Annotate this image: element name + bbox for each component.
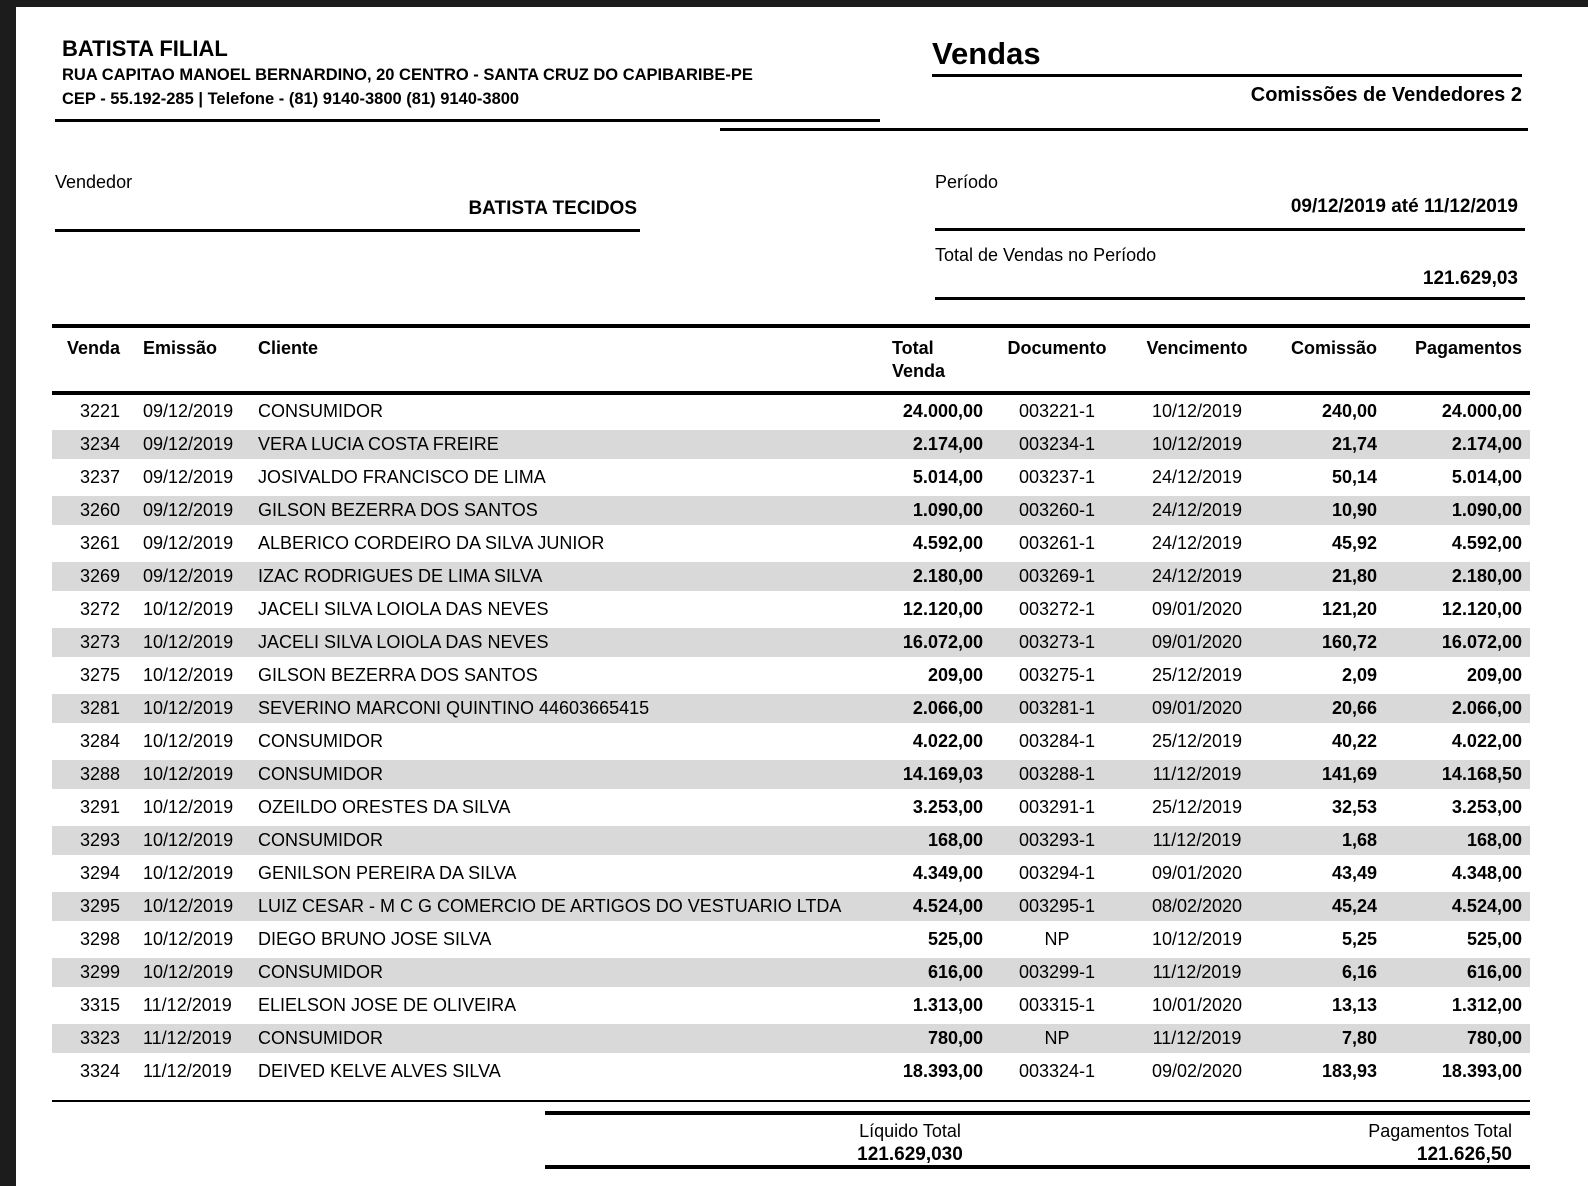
cell-emissao: 09/12/2019 [143, 566, 234, 586]
cell-comissao: 50,14 [1331, 467, 1377, 487]
cell-total-venda: 780,00 [927, 1028, 983, 1048]
table-row [52, 692, 1530, 725]
table-row [52, 758, 1530, 791]
cell-venda: 3299 [79, 962, 120, 982]
cell-cliente: ALBERICO CORDEIRO DA SILVA JUNIOR [258, 533, 605, 553]
cell-cliente: DIEGO BRUNO JOSE SILVA [258, 929, 492, 949]
table-header-total-line2: Venda [892, 361, 946, 381]
cell-pagamentos: 168,00 [1466, 830, 1522, 850]
cell-pagamentos: 209,00 [1466, 665, 1522, 685]
cell-vencimento: 10/01/2020 [1151, 995, 1243, 1015]
cell-total-venda: 3.253,00 [912, 797, 983, 817]
company-cep-phone: CEP - 55.192-285 | Telefone - (81) 9140-3800 (81) 9140-3800 [62, 90, 520, 108]
cell-emissao: 10/12/2019 [143, 665, 234, 685]
table-header-total-venda [892, 328, 987, 383]
cell-total-venda: 24.000,00 [902, 401, 983, 421]
cell-documento: NP [1044, 1028, 1070, 1048]
periodo-label: Período [935, 172, 999, 192]
cell-pagamentos: 5.014,00 [1451, 467, 1522, 487]
cell-documento: 003293-1 [1018, 830, 1096, 850]
cell-documento: 003275-1 [1018, 665, 1096, 685]
cell-venda: 3269 [79, 566, 120, 586]
cell-pagamentos: 4.524,00 [1451, 896, 1522, 916]
cell-total-venda: 2.180,00 [912, 566, 983, 586]
cell-comissao: 10,90 [1331, 500, 1377, 520]
cell-total-venda: 1.090,00 [912, 500, 983, 520]
cell-total-venda: 12.120,00 [902, 599, 983, 619]
cell-comissao: 20,66 [1331, 698, 1377, 718]
cell-documento: 003272-1 [1018, 599, 1096, 619]
cell-vencimento: 09/01/2020 [1151, 599, 1243, 619]
cell-cliente: CONSUMIDOR [258, 962, 383, 982]
cell-emissao: 10/12/2019 [143, 797, 234, 817]
cell-vencimento: 09/02/2020 [1151, 1061, 1243, 1081]
cell-comissao: 240,00 [1321, 401, 1377, 421]
table-header-comissao: Comissão [1290, 338, 1377, 358]
cell-cliente: IZAC RODRIGUES DE LIMA SILVA [258, 566, 543, 586]
cell-emissao: 09/12/2019 [143, 467, 234, 487]
cell-comissao: 21,74 [1331, 434, 1377, 454]
cell-cliente: JACELI SILVA LOIOLA DAS NEVES [258, 599, 549, 619]
cell-comissao: 121,20 [1321, 599, 1377, 619]
cell-cliente: CONSUMIDOR [258, 830, 383, 850]
cell-cliente: GENILSON PEREIRA DA SILVA [258, 863, 517, 883]
cell-pagamentos: 616,00 [1466, 962, 1522, 982]
cell-pagamentos: 4.348,00 [1451, 863, 1522, 883]
cell-documento: 003273-1 [1018, 632, 1096, 652]
cell-emissao: 10/12/2019 [143, 863, 234, 883]
total-vendas-label: Total de Vendas no Período [935, 245, 1157, 265]
pagamentos-total-block [1142, 1119, 1512, 1167]
table-header-total-line1: Total [892, 338, 934, 358]
cell-venda: 3315 [79, 995, 120, 1015]
cell-documento: 003221-1 [1018, 401, 1096, 421]
periodo-divider [935, 228, 1525, 231]
table-row [52, 791, 1530, 824]
table-row [52, 626, 1530, 659]
cell-comissao: 40,22 [1331, 731, 1377, 751]
cell-emissao: 09/12/2019 [143, 434, 234, 454]
table-row [52, 395, 1530, 428]
cell-venda: 3288 [79, 764, 120, 784]
cell-comissao: 2,09 [1341, 665, 1377, 685]
cell-pagamentos: 525,00 [1466, 929, 1522, 949]
cell-total-venda: 16.072,00 [902, 632, 983, 652]
cell-emissao: 10/12/2019 [143, 830, 234, 850]
cell-total-venda: 4.022,00 [912, 731, 983, 751]
cell-vencimento: 24/12/2019 [1151, 500, 1243, 520]
viewer-frame-left [0, 0, 16, 1186]
cell-venda: 3291 [79, 797, 120, 817]
cell-cliente: ELIELSON JOSE DE OLIVEIRA [258, 995, 517, 1015]
cell-comissao: 45,92 [1331, 533, 1377, 553]
cell-cliente: LUIZ CESAR - M C G COMERCIO DE ARTIGOS DO VESTUARIO LTDA [258, 896, 842, 916]
cell-comissao: 183,93 [1321, 1061, 1377, 1081]
report-title: Vendas [932, 36, 1041, 71]
cell-vencimento: 08/02/2020 [1151, 896, 1243, 916]
cell-emissao: 10/12/2019 [143, 929, 234, 949]
table-row [52, 461, 1530, 494]
cell-total-venda: 525,00 [927, 929, 983, 949]
report-title-divider [932, 74, 1522, 77]
cell-cliente: SEVERINO MARCONI QUINTINO 44603665415 [258, 698, 650, 718]
table-header-cliente: Cliente [258, 338, 319, 358]
cell-total-venda: 2.174,00 [912, 434, 983, 454]
cell-total-venda: 168,00 [927, 830, 983, 850]
cell-venda: 3221 [79, 401, 120, 421]
cell-venda: 3273 [79, 632, 120, 652]
cell-pagamentos: 14.168,50 [1441, 764, 1522, 784]
table-header-row [52, 324, 1530, 395]
table-header-emissao: Emissão [143, 338, 218, 358]
cell-documento: NP [1044, 929, 1070, 949]
cell-total-venda: 616,00 [927, 962, 983, 982]
cell-emissao: 10/12/2019 [143, 764, 234, 784]
cell-pagamentos: 16.072,00 [1441, 632, 1522, 652]
cell-pagamentos: 12.120,00 [1441, 599, 1522, 619]
table-header-pagamentos: Pagamentos [1414, 338, 1522, 358]
cell-cliente: JACELI SILVA LOIOLA DAS NEVES [258, 632, 549, 652]
cell-comissao: 13,13 [1331, 995, 1377, 1015]
cell-documento: 003294-1 [1018, 863, 1096, 883]
company-divider [55, 119, 880, 122]
viewer-frame-top [0, 0, 1588, 7]
cell-venda: 3293 [79, 830, 120, 850]
table-row [52, 857, 1530, 890]
cell-vencimento: 24/12/2019 [1151, 533, 1243, 553]
table-row [52, 659, 1530, 692]
table-body [52, 395, 1530, 1088]
cell-comissao: 21,80 [1331, 566, 1377, 586]
table-row [52, 956, 1530, 989]
cell-venda: 3323 [79, 1028, 120, 1048]
report-subtitle: Comissões de Vendedores 2 [1250, 84, 1522, 106]
table-row [52, 989, 1530, 1022]
cell-pagamentos: 18.393,00 [1441, 1061, 1522, 1081]
cell-comissao: 7,80 [1341, 1028, 1377, 1048]
cell-documento: 003299-1 [1018, 962, 1096, 982]
cell-vencimento: 11/12/2019 [1152, 830, 1242, 850]
cell-venda: 3261 [79, 533, 120, 553]
cell-vencimento: 09/01/2020 [1151, 863, 1243, 883]
cell-comissao: 43,49 [1331, 863, 1377, 883]
cell-vencimento: 09/01/2020 [1151, 698, 1243, 718]
cell-emissao: 10/12/2019 [143, 731, 234, 751]
cell-pagamentos: 2.174,00 [1451, 434, 1522, 454]
cell-total-venda: 209,00 [927, 665, 983, 685]
liquido-total-value: 121.629,030 [857, 1144, 963, 1165]
cell-pagamentos: 4.592,00 [1451, 533, 1522, 553]
cell-vencimento: 10/12/2019 [1151, 929, 1243, 949]
cell-total-venda: 1.313,00 [912, 995, 983, 1015]
cell-total-venda: 18.393,00 [902, 1061, 983, 1081]
vendedor-label: Vendedor [55, 172, 133, 192]
pagamentos-total-value: 121.626,50 [1416, 1144, 1512, 1165]
cell-cliente: OZEILDO ORESTES DA SILVA [258, 797, 511, 817]
cell-emissao: 11/12/2019 [143, 995, 232, 1015]
report-subtitle-divider [720, 128, 1528, 131]
total-vendas-value: 121.629,03 [1422, 268, 1518, 289]
cell-comissao: 141,69 [1321, 764, 1377, 784]
cell-pagamentos: 1.312,00 [1451, 995, 1522, 1015]
cell-vencimento: 09/01/2020 [1151, 632, 1243, 652]
cell-documento: 003288-1 [1018, 764, 1096, 784]
cell-documento: 003261-1 [1018, 533, 1096, 553]
cell-venda: 3260 [79, 500, 120, 520]
cell-total-venda: 5.014,00 [912, 467, 983, 487]
table-row [52, 428, 1530, 461]
cell-vencimento: 10/12/2019 [1151, 401, 1243, 421]
company-name: BATISTA FILIAL [62, 36, 228, 61]
cell-pagamentos: 780,00 [1466, 1028, 1522, 1048]
cell-pagamentos: 24.000,00 [1441, 401, 1522, 421]
cell-cliente: CONSUMIDOR [258, 401, 383, 421]
cell-cliente: GILSON BEZERRA DOS SANTOS [258, 500, 538, 520]
table-row [52, 560, 1530, 593]
sales-table [52, 324, 1530, 1088]
cell-venda: 3294 [79, 863, 120, 883]
cell-venda: 3298 [79, 929, 120, 949]
cell-total-venda: 14.169,03 [902, 764, 983, 784]
cell-emissao: 09/12/2019 [143, 500, 234, 520]
cell-total-venda: 4.349,00 [912, 863, 983, 883]
cell-comissao: 5,25 [1341, 929, 1377, 949]
cell-total-venda: 2.066,00 [912, 698, 983, 718]
cell-vencimento: 10/12/2019 [1151, 434, 1243, 454]
cell-venda: 3275 [79, 665, 120, 685]
cell-documento: 003260-1 [1018, 500, 1096, 520]
cell-cliente: VERA LUCIA COSTA FREIRE [258, 434, 499, 454]
cell-vencimento: 11/12/2019 [1152, 1028, 1242, 1048]
table-row [52, 494, 1530, 527]
periodo-value: 09/12/2019 até 11/12/2019 [1290, 196, 1518, 217]
pagamentos-total-label: Pagamentos Total [1368, 1121, 1512, 1141]
table-row [52, 725, 1530, 758]
vendedor-value: BATISTA TECIDOS [468, 198, 637, 219]
cell-venda: 3234 [79, 434, 120, 454]
cell-documento: 003234-1 [1018, 434, 1096, 454]
cell-pagamentos: 3.253,00 [1451, 797, 1522, 817]
cell-vencimento: 25/12/2019 [1151, 665, 1243, 685]
cell-cliente: CONSUMIDOR [258, 764, 383, 784]
cell-vencimento: 25/12/2019 [1151, 731, 1243, 751]
table-header-venda: Venda [66, 338, 120, 358]
cell-documento: 003315-1 [1018, 995, 1096, 1015]
cell-venda: 3281 [79, 698, 120, 718]
table-row [52, 1022, 1530, 1055]
cell-vencimento: 24/12/2019 [1151, 566, 1243, 586]
total-vendas-divider [935, 297, 1525, 300]
cell-pagamentos: 2.180,00 [1451, 566, 1522, 586]
cell-emissao: 09/12/2019 [143, 533, 234, 553]
cell-comissao: 45,24 [1331, 896, 1377, 916]
cell-emissao: 11/12/2019 [143, 1028, 232, 1048]
cell-documento: 003324-1 [1018, 1061, 1096, 1081]
cell-pagamentos: 2.066,00 [1451, 698, 1522, 718]
table-row [52, 1055, 1530, 1088]
cell-pagamentos: 1.090,00 [1451, 500, 1522, 520]
cell-comissao: 32,53 [1331, 797, 1377, 817]
cell-emissao: 09/12/2019 [143, 401, 234, 421]
cell-documento: 003291-1 [1018, 797, 1096, 817]
table-row [52, 593, 1530, 626]
cell-vencimento: 24/12/2019 [1151, 467, 1243, 487]
cell-venda: 3324 [79, 1061, 120, 1081]
cell-vencimento: 25/12/2019 [1151, 797, 1243, 817]
vendedor-divider [55, 229, 640, 232]
cell-comissao: 1,68 [1341, 830, 1377, 850]
cell-vencimento: 11/12/2019 [1152, 962, 1242, 982]
cell-venda: 3237 [79, 467, 120, 487]
cell-emissao: 10/12/2019 [143, 698, 234, 718]
cell-emissao: 10/12/2019 [143, 599, 234, 619]
table-row [52, 890, 1530, 923]
cell-total-venda: 4.524,00 [912, 896, 983, 916]
cell-emissao: 10/12/2019 [143, 962, 234, 982]
cell-cliente: CONSUMIDOR [258, 731, 383, 751]
table-bottom-divider [52, 1100, 1530, 1102]
cell-documento: 003284-1 [1018, 731, 1096, 751]
cell-documento: 003295-1 [1018, 896, 1096, 916]
cell-comissao: 160,72 [1321, 632, 1377, 652]
liquido-total-label: Líquido Total [859, 1121, 961, 1141]
cell-vencimento: 11/12/2019 [1152, 764, 1242, 784]
cell-pagamentos: 4.022,00 [1451, 731, 1522, 751]
company-address: RUA CAPITAO MANOEL BERNARDINO, 20 CENTRO - SANTA CRUZ DO CAPIBARIBE-PE [62, 66, 753, 84]
cell-documento: 003281-1 [1018, 698, 1096, 718]
cell-emissao: 11/12/2019 [143, 1061, 232, 1081]
cell-documento: 003269-1 [1018, 566, 1096, 586]
cell-emissao: 10/12/2019 [143, 896, 234, 916]
table-header-documento: Documento [1007, 338, 1107, 358]
totals-box [545, 1111, 1530, 1169]
table-header-vencimento: Vencimento [1146, 338, 1248, 358]
cell-total-venda: 4.592,00 [912, 533, 983, 553]
cell-comissao: 6,16 [1341, 962, 1377, 982]
cell-venda: 3295 [79, 896, 120, 916]
liquido-total-block [725, 1119, 1095, 1167]
cell-venda: 3284 [79, 731, 120, 751]
cell-venda: 3272 [79, 599, 120, 619]
cell-emissao: 10/12/2019 [143, 632, 234, 652]
cell-cliente: JOSIVALDO FRANCISCO DE LIMA [258, 467, 546, 487]
cell-cliente: DEIVED KELVE ALVES SILVA [258, 1061, 501, 1081]
table-row [52, 527, 1530, 560]
cell-cliente: CONSUMIDOR [258, 1028, 383, 1048]
cell-cliente: GILSON BEZERRA DOS SANTOS [258, 665, 538, 685]
table-row [52, 923, 1530, 956]
table-row [52, 824, 1530, 857]
cell-documento: 003237-1 [1018, 467, 1096, 487]
